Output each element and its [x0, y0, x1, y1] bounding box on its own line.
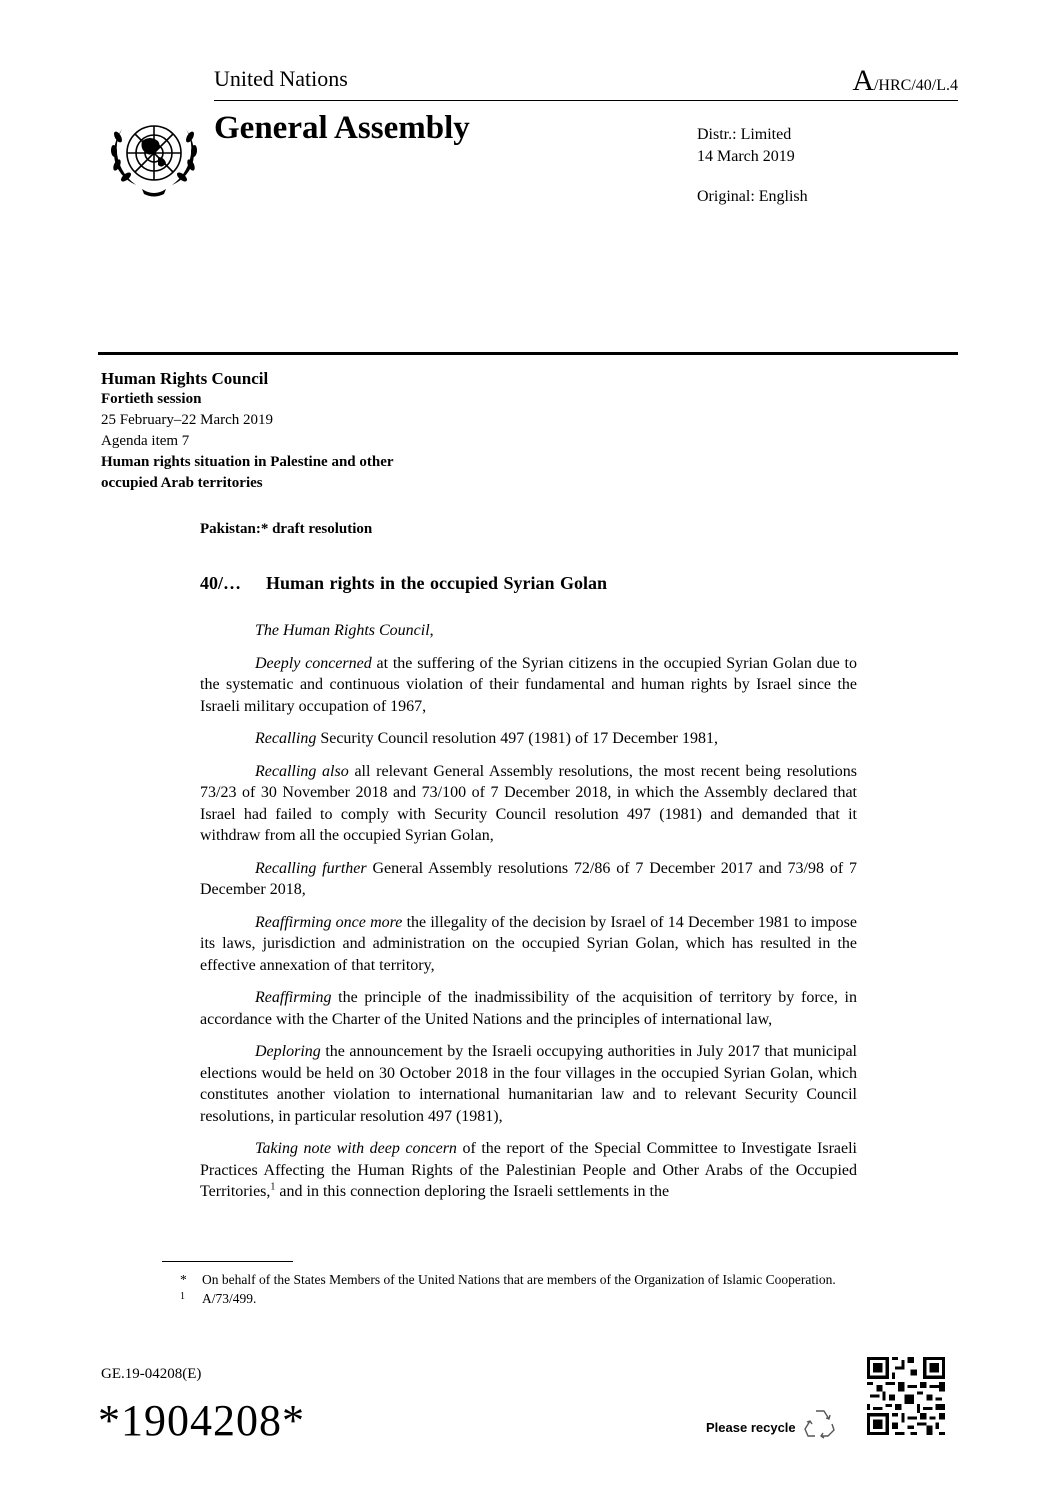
- preamble-paragraph: [200, 987, 857, 1030]
- preamble-paragraph: [200, 728, 857, 750]
- footnote-mark: 1: [180, 1291, 185, 1302]
- paragraph-text: the announcement by the Israeli occupying authorities in July 2017 that municipal elections would be held on 30 October 2018 in the four villages in the occupied Syrian Golan, which constitutes another violation to international humanitarian law and to relevant Security Council resolutions, in particular resolution 497 (1981),: [200, 1043, 857, 1125]
- agenda-title-line-2: occupied Arab territories: [101, 475, 263, 491]
- paragraph-lead: Reaffirming once more: [255, 913, 403, 931]
- paragraph-lead: Deeply concerned: [255, 654, 372, 672]
- ge-number: GE.19-04208(E): [101, 1366, 202, 1382]
- preamble-paragraph: [200, 1041, 857, 1127]
- session-name: Fortieth session: [101, 391, 202, 407]
- resolution-heading: [200, 573, 607, 594]
- sponsor-country: Pakistan:*: [200, 521, 269, 537]
- symbol-rest: /HRC/40/L.4: [873, 77, 958, 94]
- footnote: [174, 1289, 854, 1308]
- paragraph-lead: The Human Rights Council: [255, 622, 430, 639]
- preamble-paragraph: [200, 620, 857, 642]
- preamble-paragraph: [200, 1138, 857, 1203]
- paragraph-text: General Assembly resolutions 72/86 of 7 December 2017 and 73/98 of 7 December 2018,: [200, 859, 857, 898]
- preamble-paragraph: [200, 761, 857, 847]
- paragraph-text: and in this connection deploring the Israeli settlements in the: [275, 1183, 670, 1200]
- footnote-reference[interactable]: 1: [270, 1181, 276, 1193]
- paragraph-lead: Deploring: [255, 1043, 321, 1060]
- preamble-paragraph: [200, 653, 857, 718]
- organization-name: United Nations: [214, 66, 348, 91]
- paragraph-text: ,: [429, 622, 434, 639]
- footnote-mark: *: [180, 1272, 187, 1287]
- paragraph-text: Security Council resolution 497 (1981) of 17 December 1981,: [316, 730, 719, 747]
- session-block: [101, 368, 501, 494]
- footnote-text: On behalf of the States Members of the United Nations that are members of the Organization of Islamic Cooperation.: [202, 1272, 836, 1287]
- paragraph-text: all relevant General Assembly resolutions, the most recent being resolutions 73/23 of 30 November 2018 and 73/100 of 7 December 2018, in which the Assembly declared that Israel had failed to comply with Security Council resolution 497 (1981) and demanded that it withdraw from all the occupied Syrian Golan,: [200, 762, 857, 844]
- footnotes: [174, 1270, 854, 1308]
- section-rule: [98, 352, 958, 355]
- paragraph-lead: Reaffirming: [255, 989, 332, 1006]
- paragraph-text: the illegality of the decision by Israel of 14 December 1981 to impose its laws, jurisdiction and administration on the occupied Syrian Golan, which has resulted in the effective annexation of that territory,: [200, 913, 857, 974]
- barcode-text: *1904208*: [98, 1396, 305, 1445]
- paragraph-lead: Recalling also: [255, 762, 349, 780]
- council-name: Human Rights Council: [101, 369, 269, 388]
- recycle-icon: [803, 1407, 837, 1439]
- footnote: [174, 1270, 854, 1289]
- paragraph-text: at the suffering of the Syrian citizens in the occupied Syrian Golan due to the systematic and continuous violation of their fundamental and human rights by Israel since the Israeli military occupation of 1967,: [200, 654, 858, 715]
- agenda-item: Agenda item 7: [101, 433, 190, 449]
- distribution-block: [697, 124, 795, 168]
- paragraph-lead: Taking note with deep concern: [255, 1140, 457, 1157]
- document-title: General Assembly: [214, 110, 470, 146]
- un-emblem-icon: [104, 107, 204, 203]
- preamble-paragraph: [200, 858, 857, 901]
- resolution-title: Human rights in the occupied Syrian Golan: [266, 573, 608, 593]
- document-symbol: [852, 64, 958, 98]
- qr-code-icon: [867, 1357, 945, 1435]
- preamble-paragraph: [200, 912, 857, 977]
- distribution-label: Distr.: Limited: [697, 126, 792, 143]
- issue-date: 14 March 2019: [697, 148, 795, 165]
- symbol-prefix: A: [852, 64, 874, 97]
- recycle-label: Please recycle: [706, 1420, 796, 1435]
- paragraph-text: the principle of the inadmissibility of the acquisition of territory by force, in accordance with the Charter of the United Nations and the principles of international law,: [200, 989, 857, 1028]
- original-language: Original: English: [697, 188, 808, 205]
- sponsor-line: [200, 521, 372, 538]
- paragraph-text: of the report of the Special Committee to Investigate Israeli Practices Affecting the Human Rights of the Palestinian People and Other Arabs of the Occupied Territories,: [200, 1140, 857, 1200]
- session-dates: 25 February–22 March 2019: [101, 412, 274, 428]
- resolution-number: 40/…: [200, 573, 242, 593]
- header-rule: [214, 100, 958, 101]
- paragraph-lead: Recalling further: [255, 859, 367, 877]
- footnote-text: A/73/499.: [202, 1291, 257, 1306]
- paragraph-lead: Recalling: [255, 730, 317, 747]
- footnote-rule: [162, 1261, 293, 1262]
- sponsor-label: draft resolution: [268, 521, 373, 537]
- agenda-title-line-1: Human rights situation in Palestine and other: [101, 454, 394, 470]
- resolution-body: [200, 620, 857, 1214]
